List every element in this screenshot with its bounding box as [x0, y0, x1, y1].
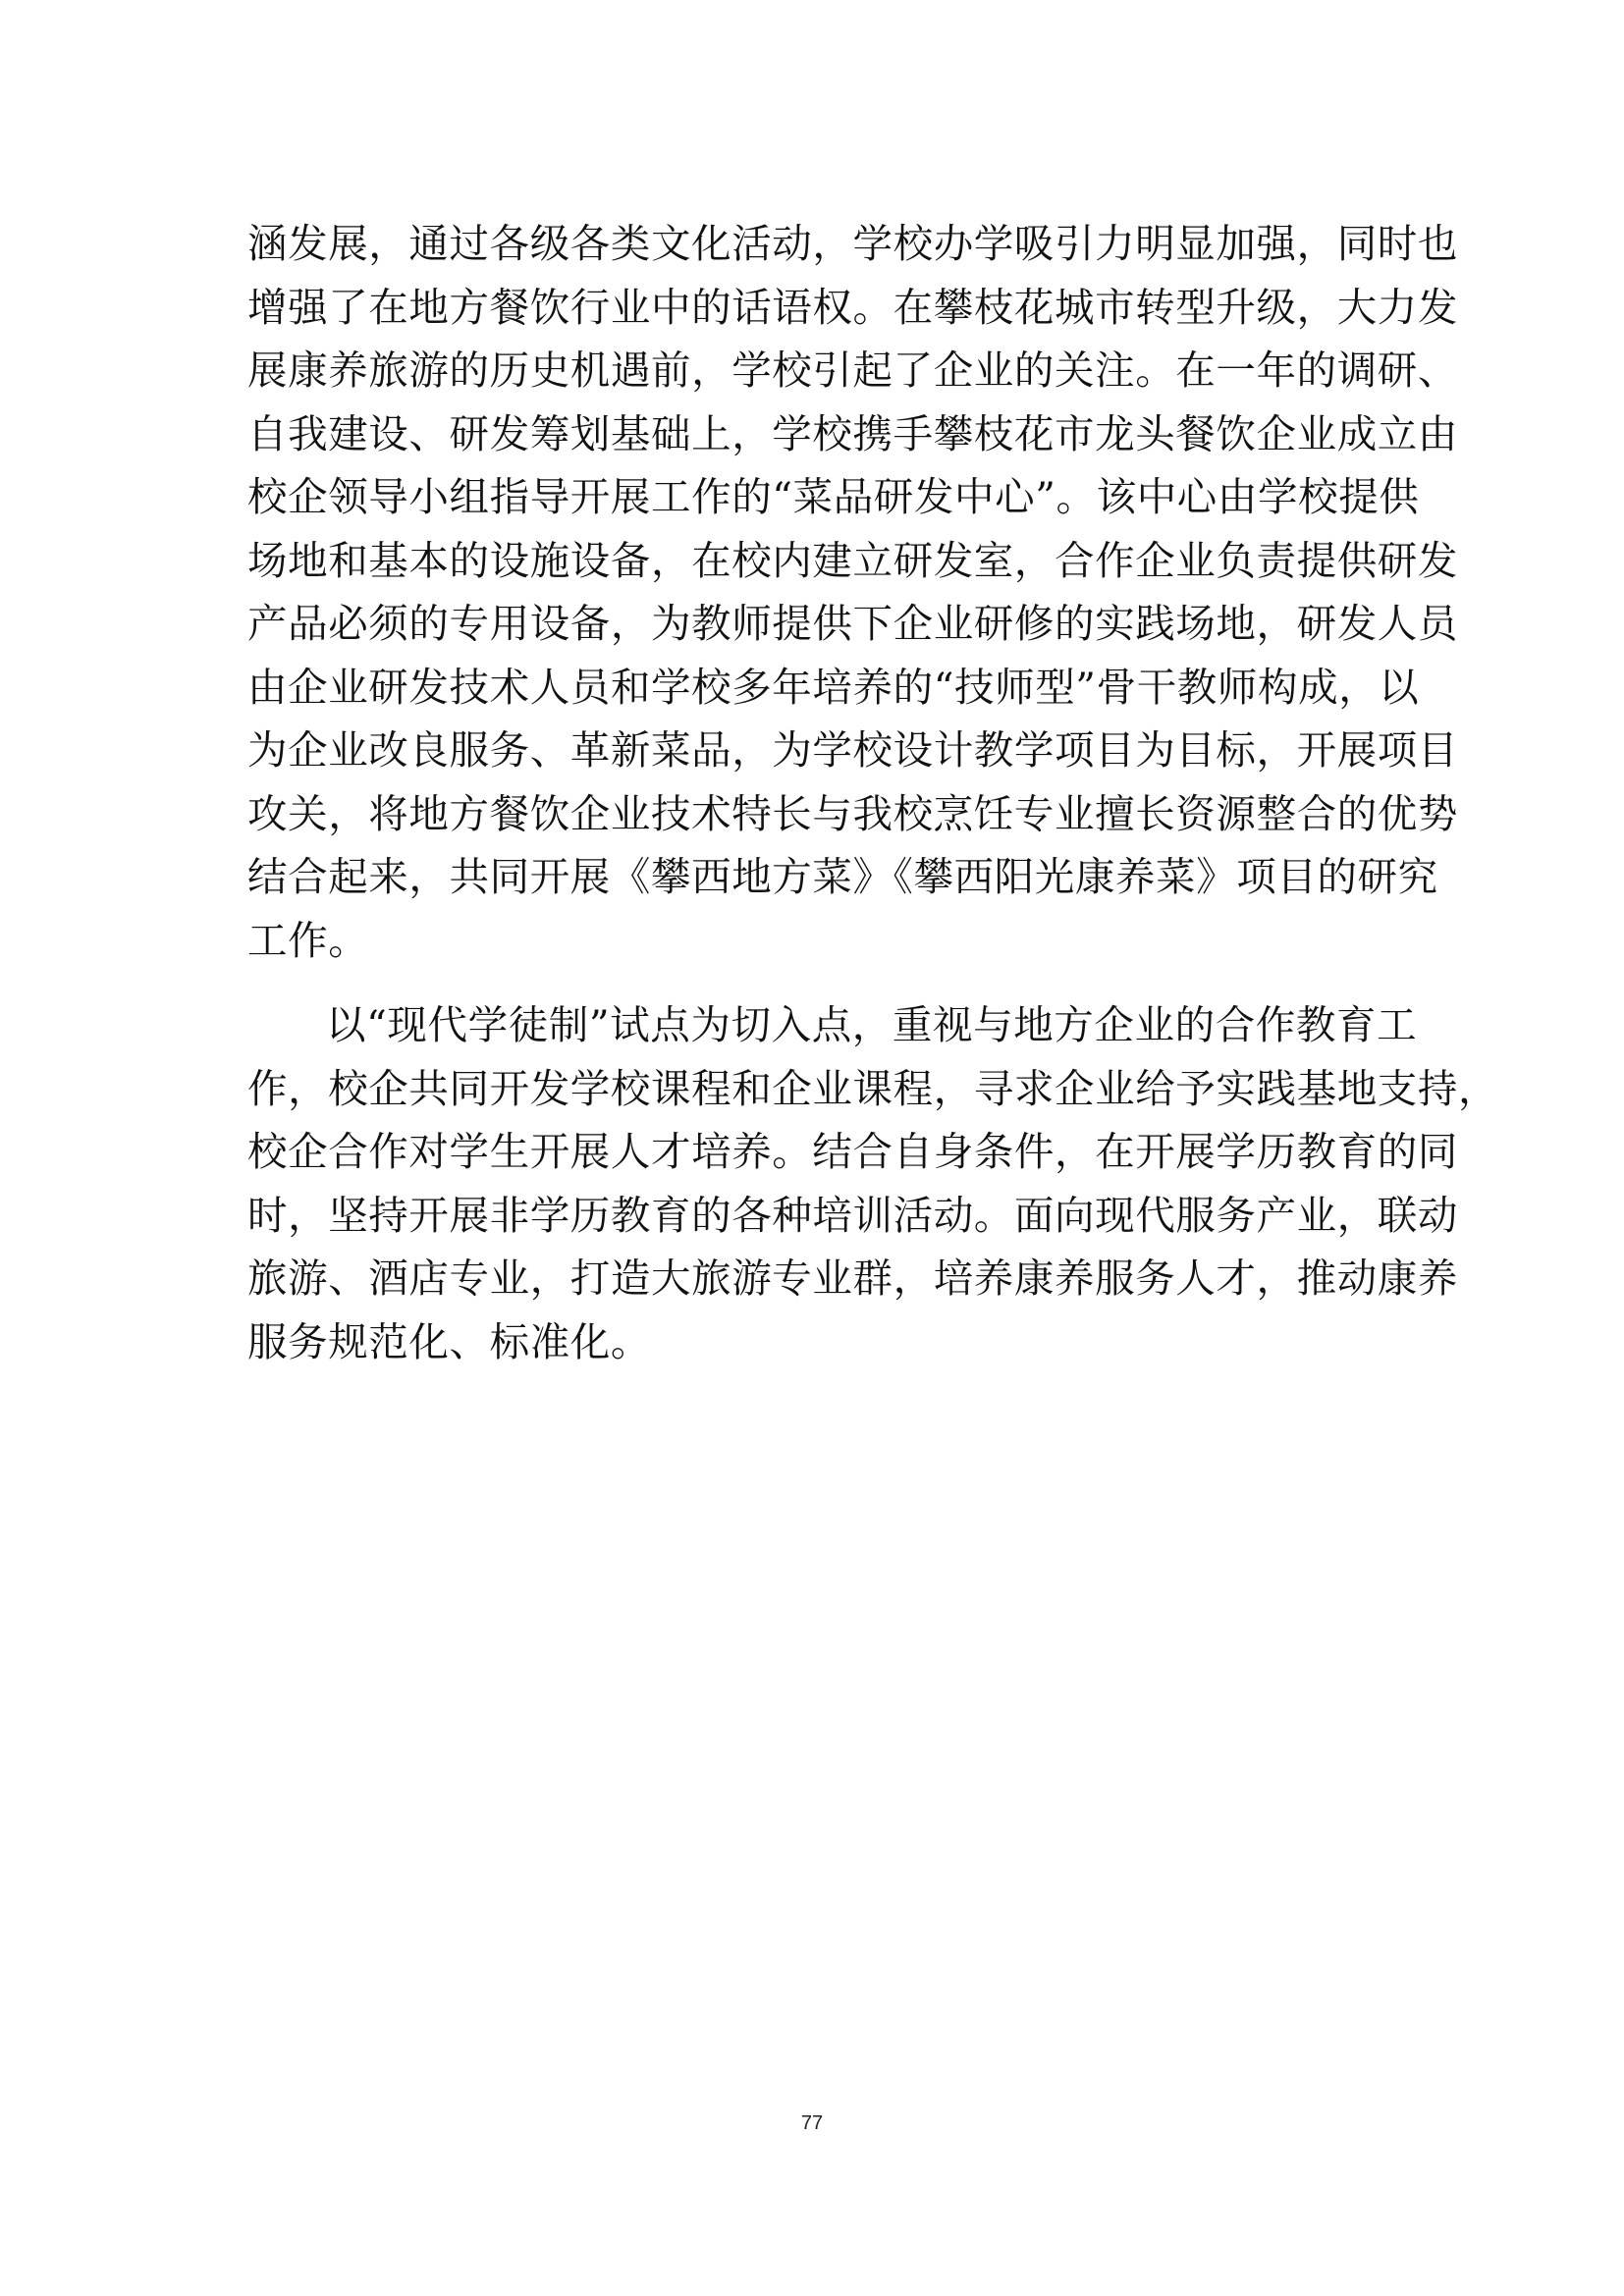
text-line: 作，校企共同开发学校课程和企业课程，寻求企业给予实践基地支持， — [247, 1064, 1499, 1112]
text-line: 场地和基本的设施设备，在校内建立研发室，合作企业负责提供研发 — [247, 536, 1458, 584]
text-line: 由企业研发技术人员和学校多年培养的“技师型”骨干教师构成，以 — [247, 663, 1420, 711]
text-line: 工作。 — [247, 916, 369, 964]
text-line: 时，坚持开展非学历教育的各种培训活动。面向现代服务产业，联动 — [247, 1191, 1458, 1239]
paragraph-spacer — [247, 972, 1386, 993]
text-line: 攻关，将地方餐饮企业技术特长与我校烹饪专业擅长资源整合的优势 — [247, 789, 1458, 837]
text-line: 增强了在地方餐饮行业中的话语权。在攀枝花城市转型升级，大力发 — [247, 283, 1458, 331]
text-line: 结合起来，共同开展《攀西地方菜》《攀西阳光康养菜》项目的研究 — [247, 853, 1438, 900]
body-text — [247, 212, 1499, 1373]
text-line: 校企领导小组指导开展工作的“菜品研发中心”。该中心由学校提供 — [247, 473, 1420, 520]
text-line: 服务规范化、标准化。 — [247, 1317, 651, 1365]
text-line: 校企合作对学生开展人才培养。结合自身条件，在开展学历教育的同 — [247, 1128, 1458, 1175]
page-number: 77 — [800, 2112, 824, 2134]
text-line: 为企业改良服务、革新菜品，为学校设计教学项目为目标，开展项目 — [247, 726, 1458, 774]
text-line: 自我建设、研发筹划基础上，学校携手攀枝花市龙头餐饮企业成立由 — [247, 409, 1458, 457]
text-line: 涵发展，通过各级各类文化活动，学校办学吸引力明显加强，同时也 — [247, 220, 1458, 267]
text-line: 产品必须的专用设备，为教师提供下企业研修的实践场地，研发人员 — [247, 600, 1458, 647]
text-line: 以“现代学徒制”试点为切入点，重视与地方企业的合作教育工 — [326, 1001, 1418, 1048]
paragraph-2 — [247, 993, 1499, 1373]
text-line: 旅游、酒店专业，打造大旅游专业群，培养康养服务人才，推动康养 — [247, 1255, 1458, 1302]
text-line: 展康养旅游的历史机遇前，学校引起了企业的关注。在一年的调研、 — [247, 347, 1458, 394]
paragraph-1 — [247, 212, 1458, 972]
